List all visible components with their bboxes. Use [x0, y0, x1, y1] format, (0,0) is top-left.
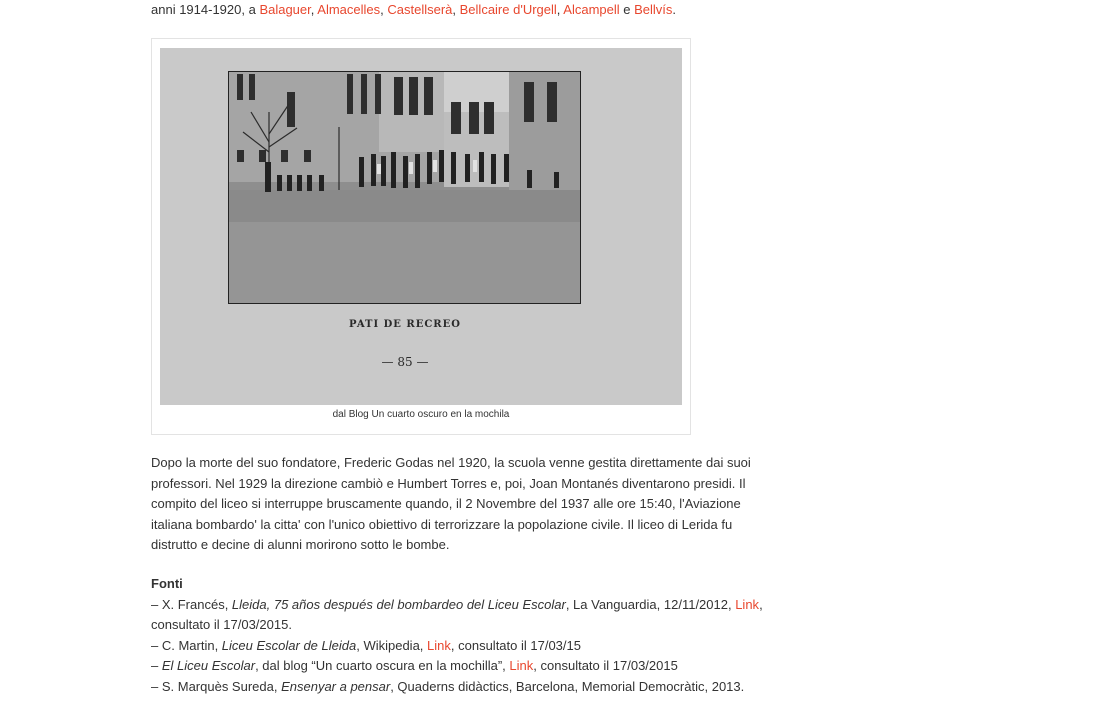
photo-page-number: — 85 —	[381, 355, 429, 369]
source-item: – C. Martin, Liceu Escolar de Lleida, Wikipedia, Link, consultato il 17/03/15	[151, 637, 581, 653]
link-balaguer[interactable]: Balaguer	[259, 2, 311, 17]
link-castellsera[interactable]: Castellserà	[387, 2, 453, 17]
scanned-page-image	[160, 48, 682, 405]
link-almacelles[interactable]: Almacelles	[317, 2, 381, 17]
source-link[interactable]: Link	[509, 658, 534, 673]
body-paragraph	[151, 453, 766, 556]
link-bellcaire[interactable]: Bellcaire d'Urgell	[459, 2, 557, 17]
source-item: – X. Francés, Lleida, 75 años después del bombardeo del Liceu Escolar, La Vanguardia, 12/11/2012, Link,	[151, 596, 763, 612]
figure-caption: dal Blog Un cuarto oscuro en la mochila	[332, 409, 510, 420]
body-line: distrutto e decine di alunni morirono sotto le bombe.	[151, 537, 450, 553]
source-link[interactable]: Link	[735, 596, 760, 612]
sources-title: Fonti	[151, 576, 183, 591]
body-line: Dopo la morte del suo fondatore, Frederic Godas nel 1920, la scuola venne gestita direttamente dai suoi	[151, 455, 751, 470]
schoolyard-photo	[228, 71, 581, 304]
photo-caption: PATI DE RECREO	[349, 319, 461, 330]
figure	[151, 38, 691, 435]
intro-prefix: anni 1914-1920, a	[151, 2, 260, 17]
link-alcampell[interactable]: Alcampell	[563, 2, 620, 17]
body-line: professori. Nel 1929 la direzione cambiò e Humbert Torres e, poi, Joan Montanés diventarono presidi. Il	[151, 475, 746, 491]
sources-section	[151, 574, 766, 697]
source-link[interactable]: Link	[427, 637, 451, 653]
body-line: compito del liceo si interruppe bruscamente quando, il 2 Novembre del 1937 alle ore 15:40, l'Aviazione	[151, 496, 741, 512]
source-item-continuation: consultato il 17/03/2015.	[151, 617, 292, 632]
source-item: – El Liceu Escolar, dal blog “Un cuarto oscura en la mochilla”, Link, consultato il 17/03/2015	[151, 658, 678, 673]
link-bellvis[interactable]: Bellvís	[634, 2, 673, 17]
body-line: italiana bombardo' la citta' con l'unico obiettivo di terrorizzare la popolazione civile. Il liceo di Lerida fu	[151, 516, 733, 532]
source-item: – S. Marquès Sureda, Ensenyar a pensar, Quaderns didàctics, Barcelona, Memorial Democràtic, 2013.	[151, 678, 745, 694]
intro-line: anni 1914-1920, a Balaguer, Almacelles, Castellserà, Bellcaire d'Urgell, Alcampell e Bellvís.	[151, 2, 677, 17]
